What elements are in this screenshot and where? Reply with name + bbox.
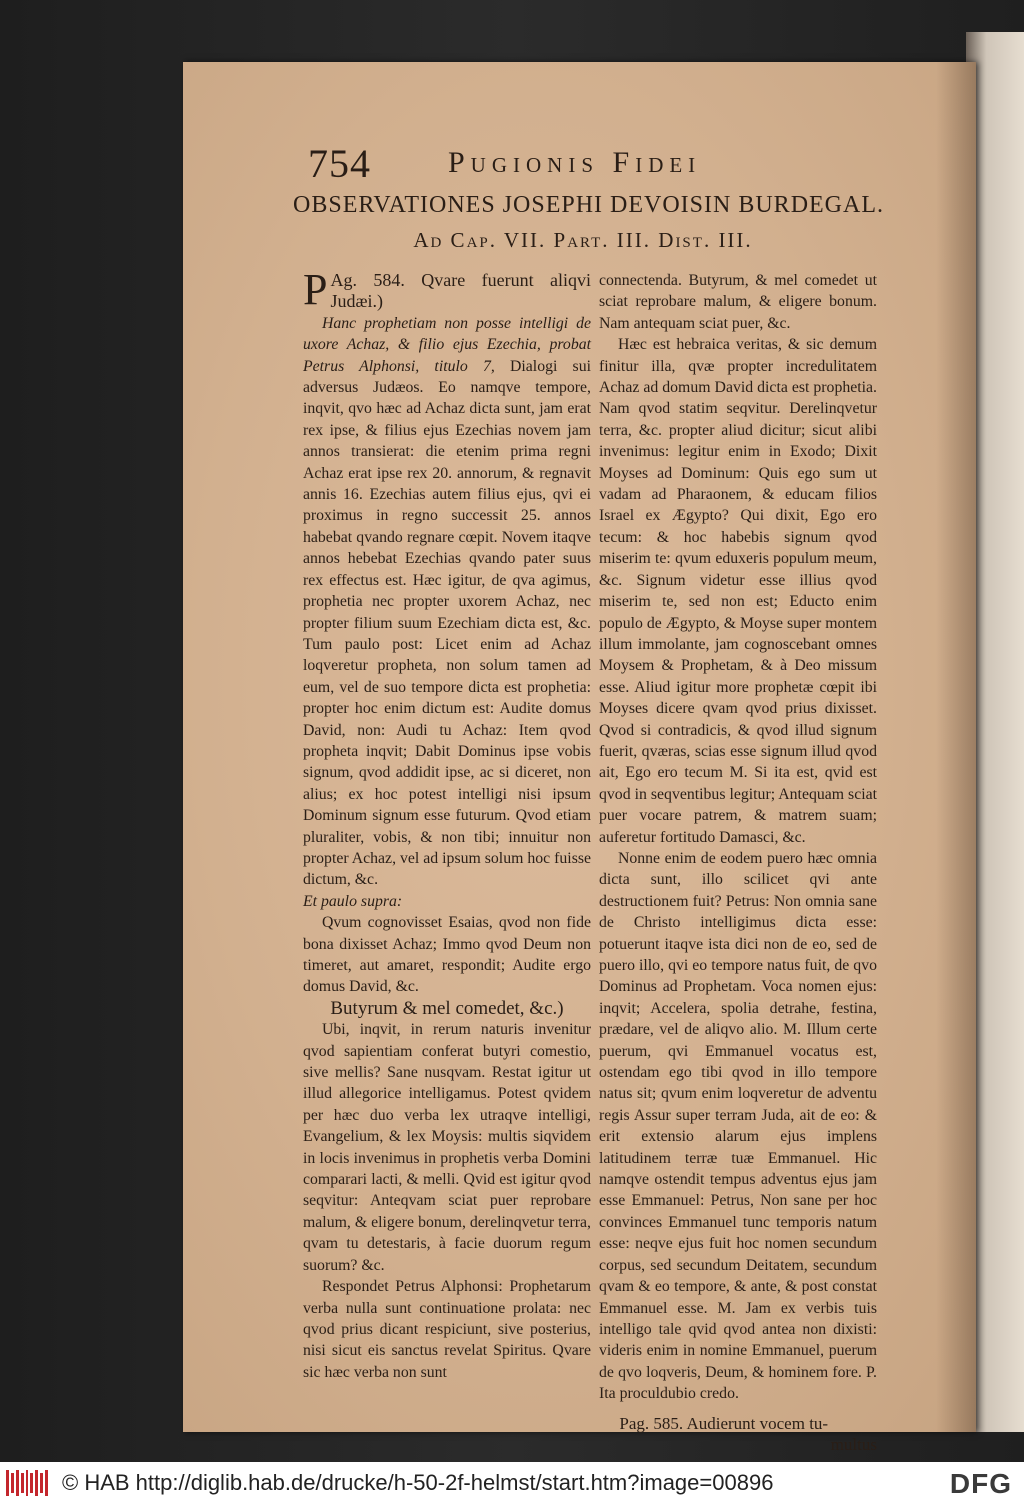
left-column [303,265,591,1383]
viewer-footer [0,1462,1024,1504]
right-paragraph-1: connectenda. Butyrum, & mel comedet ut sciat reprobare malum, & eligere bonum. Nam antequam sciat puer, &c. [599,272,877,332]
left-paragraph-3: Ubi, inqvit, in rerum naturis invenitur qvod sapientiam conferat butyri comestio, sive mellis? Sane nusqvam. Restat igitur ut illud allegorice intelligamus. Potest qvidem per hæc duo verba lex utraqve intelligi, Evangelium, & lex Moysis: multis siqvidem in locis invenimus in prophetis verba Domini comparari lacti, & melli. Qvid est igitur qvod seqvitur: Anteqvam sciat puer reprobare malum, & eligere bonum, derelinqvetur terra, qvam tu detestaris, à facie duorum regum suorum? &c. [303,1021,591,1274]
lead-text: Ag. 584. Qvare fuerunt aliqvi Judæi.) [330,270,591,312]
section-subtitle: Ad Cap. VII. Part. III. Dist. III. [413,228,753,252]
dfg-logo[interactable]: DFG [949,1468,1012,1499]
left-paragraph-1-text: Dialogi sui adversus Judæos. Eo namqve tempore, inqvit, qvo hæc ad Achaz dicta sunt, jam erat rex ipse, & filius ejus Ezechias novem jam annos transierat: die etenim prima regni Achaz erat ipse rex 20. annorum, & regnavit annis 16. Ezechias autem filius ejus, qvi ei proximus in regno successit 25. annos habebat qvando regnare cœpit. Novem itaqve annos hebebat Ezechias qvando pater suus rex effectus est. Hæc igitur, de qva agimus, prophetia nec propter uxorem Achaz, nec propter filium suum Ezechiam dicta est, &c. Tum paulo post: Licet enim ad Achaz loqveretur propheta, non solum tamen ad eum, vel de suo tempore dicta est prophetia: propter hoc enim dictum est: Audite domus David, non: Audi tu Achaz: Item qvod propheta inqvit; Dabit Dominus ipse vobis signum, qvod addidit ipse, ac si diceret, non alius; ex hoc potest intelligi nisi ipsum Dominum signum esse futurum. Qvod etiam pluraliter, vobis, & non tibi; innuitur non propter Achaz, vel ad ipsum solum hoc fuisse dictum, &c. [303,357,591,889]
drop-cap: P [303,265,328,314]
right-paragraph-4: Pag. 585. Audierunt vocem tu- [619,1413,829,1433]
right-column [599,270,877,1455]
left-paragraph-2: Qvum cognovisset Esaias, qvod non fide bona dixisset Achaz; Immo qvod Deum non timeret, aut amaret, respondit; Audite ergo domus David, &c. [303,914,591,996]
book-page [183,62,976,1454]
catchword: multus [830,1434,877,1454]
running-head [308,140,868,190]
left-paragraph-1-italic: Hanc prophetiam non posse intelligi de uxore Achaz, & filio ejus Ezechia, probat Petrus Alphonsi, titulo 7, [303,314,591,375]
subheading-italic: Et paulo supra: [303,892,403,910]
page-number: 754 [308,141,371,186]
lead-paragraph [303,265,591,314]
subheading: Butyrum & mel comedet, &c.) [330,997,564,1019]
gutter-shadow [936,62,976,1432]
source-link[interactable]: © HAB http://diglib.hab.de/drucke/h-50-2f-helmst/start.htm?image=00896 [62,1470,774,1495]
section-title: OBSERVATIONES JOSEPHI DEVOISIN BURDEGAL. [293,192,885,218]
left-paragraph-1 [303,313,591,891]
left-paragraph-4: Respondet Petrus Alphonsi: Prophetarum verba nulla sunt continuatione prolata: nec qvod prius dicant respiciunt, sive posterius, nisi sicut eis sanctus revelat Spiritus. Qvare sic hæc verba non sunt [303,1278,591,1381]
right-paragraph-2: Hæc est hebraica veritas, & sic demum finitur illa, qvæ propter incredulitatem Achaz ad domum David dicta est prophetia. Nam qvod statim seqvitur. Derelinqvetur terra, &c. propter aliud dicitur; sicut alibi invenimus: legitur enim in Exodo; Dixit Moyses ad Dominum: Quis ego sum ut vadam ad Pharaonem, & educam filios Israel ex Ægypto? Qui dixit, Ego ero tecum: & hoc habebis signum qvod miserim te: qvum eduxeris populum meum, &c. Signum videtur esse illius qvod miserim te, sed non est; Educto enim populo de Ægypto, & Moyse super montem illum immolante, jam cognoscebant omnes Moysem & Prophetam, & à Deo missum esse. Aliud igitur more prophetæ cœpit ibi Moyses dicere qvam qvod prius dixisset. Qvod si contradicis, & qvod illud signum fuerit, qværas, scias esse signum illud qvod ait, Ego ero tecum M. Si ita est, qvid est qvod in seqventibus legitur; Antequam sciat puer vocare patrem, & matrem suam; auferetur fortitudo Damasci, &c. [599,336,877,846]
right-paragraph-3: Nonne enim de eodem puero hæc omnia dicta sunt, illo scilicet qvi ante destructionem fuit? Petrus: Non omnia sane de Christo intelligimus dicta esse: potuerunt itaqve ista dici non de eo, sed de puero illo, qvi eo tempore natus fuit, de qvo Dominus ad Prophetam. Voca nomen ejus: inqvit; Accelera, spolia detrahe, festina, prædare, vel de aliqvo alio. M. Illum certe puerum, qvi Emmanuel vocatus est, ostendam ego tibi qvod in illo tempore natus sit; qvum enim loqveretur de adventu regis Assur super terram Juda, ait de eo: & erit extensio alarum ejus implens latitudinem terræ tuæ Emmanuel. Hic namqve ostendit tempus adventus ejus jam esse Emmanuel: Petrus, Non sane per hoc convinces Emmanuel tunc temporis natum esse: neqve ejus fuit hoc nomen secundum corpus, sed secundum Deitatem, secundum qvam & eo tempore, & ante, & post constat Emmanuel esse. M. Jam ex verbis tuis intelligo tale qvid qvod antea non dixisti: videris enim in nomine Emmanuel, puerum de qvo loqveris, Deum, & hominem fore. P. Ita proculdubio credo. [599,849,877,1403]
running-title: Pugionis Fidei [448,146,702,179]
hab-logo-icon[interactable] [6,1470,48,1496]
